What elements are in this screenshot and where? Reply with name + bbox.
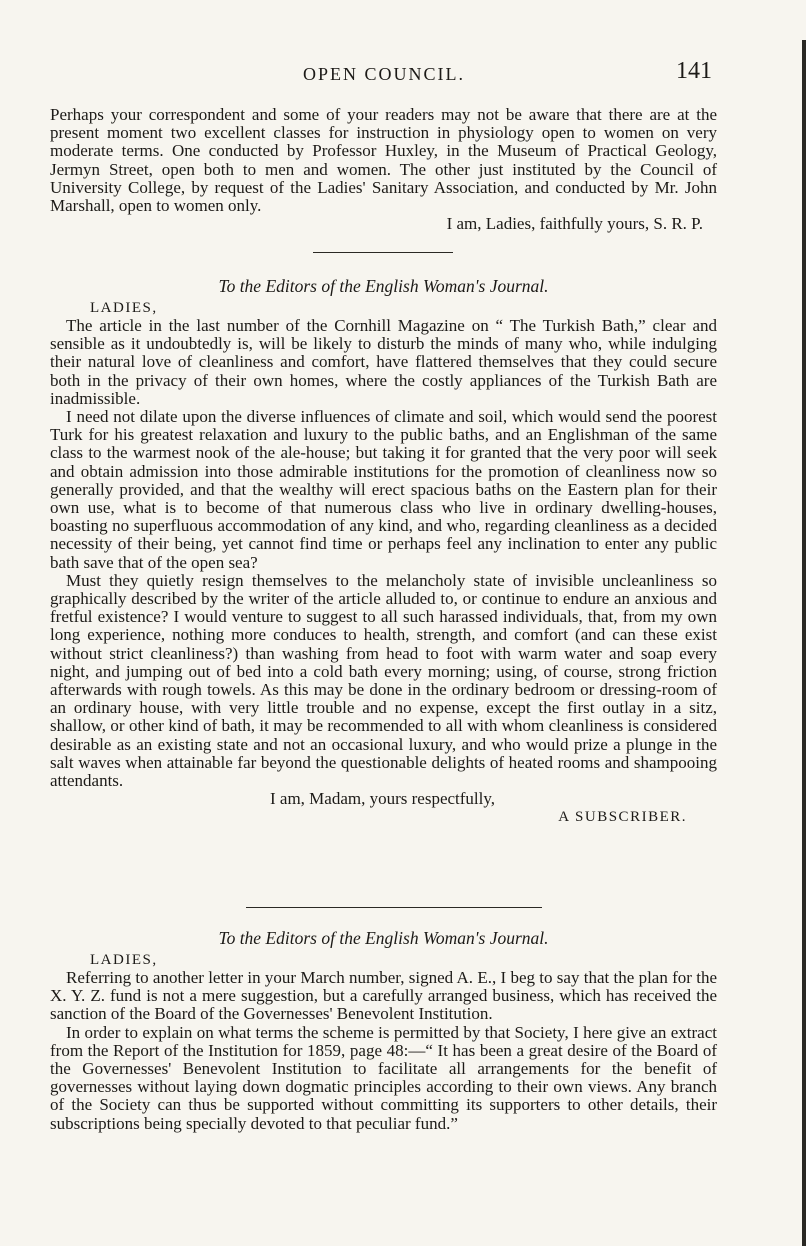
letter-2 <box>50 270 717 827</box>
letter-3-paragraph: In order to explain on what terms the scheme is permitted by that Society, I here give an extract from the Report of the Institution for 1859, page 48:—“ It has been a great desire of the Board of the Governesses' Benevolent Institution to facilitate all arrangements for the benefit of governesses without laying down dogmatic principles according to their own views. Any branch of the Society can thus be supported without committing its supporters to other details, their subscriptions being specially devoted to that peculiar fund.” <box>50 1022 717 1133</box>
letter-2-salutation: LADIES, <box>90 300 158 316</box>
section-divider <box>246 907 542 908</box>
letter-3-paragraph: Referring to another letter in your March number, signed A. E., I beg to say that the plan for the X. Y. Z. fund is not a mere suggestion, but a carefully arranged business, which has received the sanction of the Board of the Governesses' Benevolent Institution. <box>50 968 717 1024</box>
letter-2-heading: To the Editors of the English Woman's Journal. <box>218 276 549 296</box>
page-number: 141 <box>676 58 712 84</box>
running-head <box>0 58 806 88</box>
letter-2-paragraph: Must they quietly resign themselves to the melancholy state of invisible uncleanliness so graphically described by the writer of the article alluded to, or continue to endure an anxious and fretful existence? I would venture to suggest to all such harassed individuals, that, from my own long experience, nothing more conduces to health, strength, and comfort (and can these exist without strict cleanliness?) than washing from head to foot with warm water and soap every night, and jumping out of bed into a cold bath every morning; using, of course, strong friction afterwards with rough towels. As this may be done in the ordinary bedroom or dressing-room of an ordinary house, with very little trouble and no expense, except the first outlay in a sitz, shallow, or other kind of bath, it may be recommended to all with whom cleanliness is considered desirable as an existing state and not an occasional luxury, and who would prize a plunge in the salt waves when attainable far beyond the questionable delights of heated rooms and shampooing attendants. <box>50 570 717 791</box>
letter-3-heading: To the Editors of the English Woman's Journal. <box>218 928 549 948</box>
letter-2-signature: A SUBSCRIBER. <box>558 809 687 826</box>
running-title: OPEN COUNCIL. <box>303 64 466 84</box>
letter-1 <box>50 106 717 233</box>
letter-1-signoff: I am, Ladies, faithfully yours, S. R. P. <box>446 214 703 234</box>
section-divider <box>313 252 453 253</box>
letter-2-paragraph: The article in the last number of the Cornhill Magazine on “ The Turkish Bath,” clear and sensible as it undoubtedly is, will be likely to disturb the minds of many who, while indulging their natural love of cleanliness and comfort, have flattered themselves that they could secure both in the privacy of their own homes, where the costly appliances of the Turkish Bath are inadmissible. <box>50 316 717 408</box>
letter-2-closing <box>50 790 717 808</box>
page-edge-shadow <box>802 40 806 1246</box>
letter-2-closing-text: I am, Madam, yours respectfully, <box>270 789 496 809</box>
letter-1-body: Perhaps your correspondent and some of your readers may not be aware that there are at the present moment two excellent classes for instruction in physiology open to women on very moderate terms. One conducted by Professor Huxley, in the Museum of Practical Geology, Jermyn Street, open both to men and women. The other just instituted by the Council of University College, by request of the Ladies' Sanitary Association, and conducted by Mr. John Marshall, open to women only. <box>50 105 717 216</box>
letter-3 <box>50 922 717 1133</box>
letter-2-paragraph: I need not dilate upon the diverse influences of climate and soil, which would send the poorest Turk for his greatest relaxation and luxury to the public baths, and an Englishman of the same class to the warmest nook of the ale-house; but taking it for granted that the very poor will seek and obtain admission into those admirable institutions for the promotion of cleanliness now so generally provided, and that the wealthy will erect spacious baths on the Eastern plan for their own use, what is to become of that numerous class who live in ordinary dwelling-houses, boasting no superfluous accommodation of any kind, and who, regarding cleanliness as a decided necessity of their being, yet cannot find time or perhaps feel any inclination to enter any public bath save that of the open sea? <box>50 407 717 572</box>
letter-3-salutation: LADIES, <box>90 952 158 968</box>
